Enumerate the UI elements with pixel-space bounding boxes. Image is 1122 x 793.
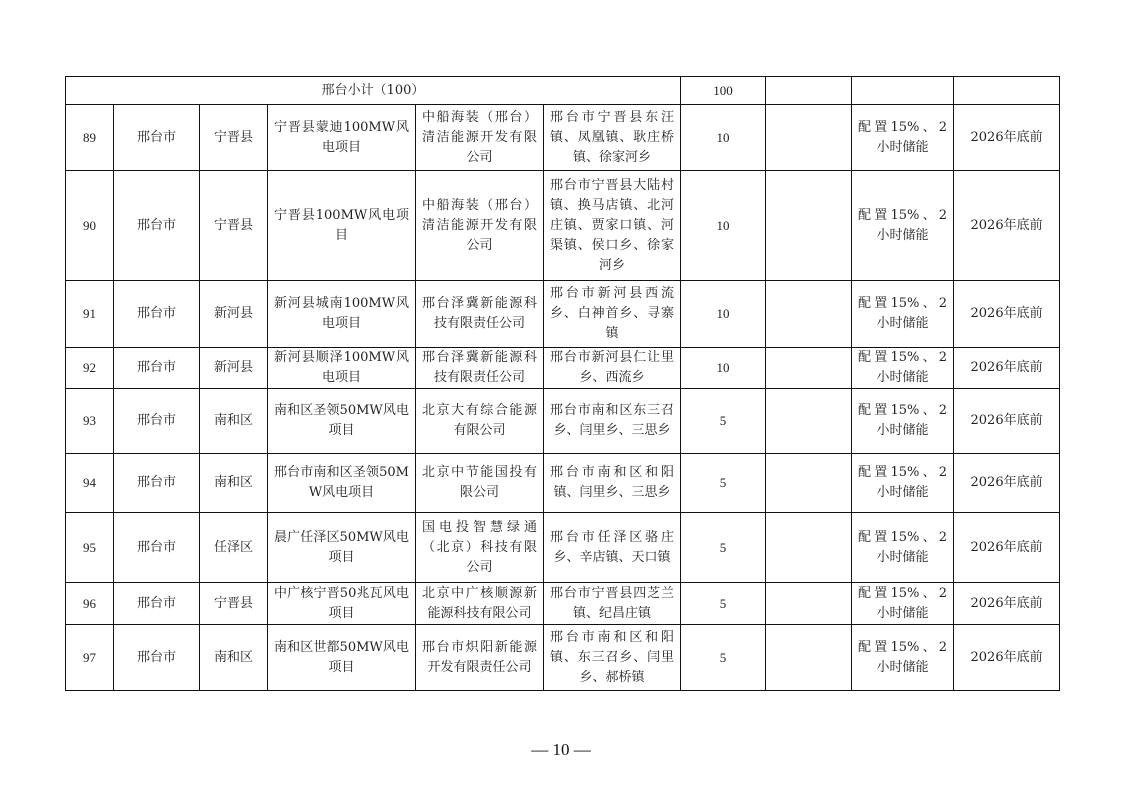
project-name-cell: 新河县顺泽100MW风电项目 bbox=[268, 348, 416, 389]
deadline-cell: 2026年底前 bbox=[954, 625, 1060, 691]
storage-config-cell: 配置15%、2小时储能 bbox=[852, 171, 954, 281]
location-cell: 邢台市南和区东三召乡、闫里乡、三思乡 bbox=[544, 389, 681, 454]
scale-cell: 5 bbox=[681, 389, 766, 454]
project-name-cell: 邢台市南和区圣领50MW风电项目 bbox=[268, 454, 416, 513]
project-name-cell: 宁晋县100MW风电项目 bbox=[268, 171, 416, 281]
city-cell: 邢台市 bbox=[114, 171, 200, 281]
empty-cell bbox=[766, 513, 852, 583]
scale-cell: 5 bbox=[681, 454, 766, 513]
location-cell: 邢台市新河县西流乡、白神首乡、寻寨镇 bbox=[544, 281, 681, 348]
deadline-cell: 2026年底前 bbox=[954, 105, 1060, 171]
county-cell: 宁晋县 bbox=[200, 583, 268, 625]
deadline-cell: 2026年底前 bbox=[954, 348, 1060, 389]
deadline-cell: 2026年底前 bbox=[954, 389, 1060, 454]
city-cell: 邢台市 bbox=[114, 281, 200, 348]
page-number: — 10 — bbox=[531, 740, 591, 759]
storage-config-cell: 配置15%、2小时储能 bbox=[852, 513, 954, 583]
project-table bbox=[65, 76, 1060, 691]
county-cell: 南和区 bbox=[200, 454, 268, 513]
storage-config-cell: 配置15%、2小时储能 bbox=[852, 625, 954, 691]
empty-cell bbox=[766, 389, 852, 454]
city-cell: 邢台市 bbox=[114, 348, 200, 389]
storage-config-cell: 配置15%、2小时储能 bbox=[852, 348, 954, 389]
storage-config-cell: 配置15%、2小时储能 bbox=[852, 454, 954, 513]
empty-cell bbox=[766, 583, 852, 625]
subtotal-empty-cell bbox=[852, 77, 954, 105]
project-name-cell: 晨广任泽区50MW风电项目 bbox=[268, 513, 416, 583]
empty-cell bbox=[766, 281, 852, 348]
row-number: 91 bbox=[66, 281, 114, 348]
empty-cell bbox=[766, 171, 852, 281]
scale-cell: 10 bbox=[681, 171, 766, 281]
scale-cell: 5 bbox=[681, 513, 766, 583]
deadline-cell: 2026年底前 bbox=[954, 513, 1060, 583]
deadline-cell: 2026年底前 bbox=[954, 583, 1060, 625]
company-cell: 邢台泽冀新能源科技有限责任公司 bbox=[416, 281, 544, 348]
city-cell: 邢台市 bbox=[114, 389, 200, 454]
company-cell: 中船海装（邢台）清洁能源开发有限公司 bbox=[416, 105, 544, 171]
deadline-cell: 2026年底前 bbox=[954, 454, 1060, 513]
city-cell: 邢台市 bbox=[114, 454, 200, 513]
location-cell: 邢台市任泽区骆庄乡、辛店镇、天口镇 bbox=[544, 513, 681, 583]
storage-config-cell: 配置15%、2小时储能 bbox=[852, 281, 954, 348]
row-number: 93 bbox=[66, 389, 114, 454]
table-row bbox=[66, 281, 1060, 348]
row-number: 96 bbox=[66, 583, 114, 625]
row-number: 95 bbox=[66, 513, 114, 583]
location-cell: 邢台市南和区和阳镇、闫里乡、三思乡 bbox=[544, 454, 681, 513]
table-row bbox=[66, 583, 1060, 625]
scale-cell: 5 bbox=[681, 625, 766, 691]
county-cell: 新河县 bbox=[200, 281, 268, 348]
empty-cell bbox=[766, 105, 852, 171]
location-cell: 邢台市新河县仁让里乡、西流乡 bbox=[544, 348, 681, 389]
scale-cell: 10 bbox=[681, 105, 766, 171]
location-cell: 邢台市宁晋县东汪镇、凤凰镇、耿庄桥镇、徐家河乡 bbox=[544, 105, 681, 171]
city-cell: 邢台市 bbox=[114, 583, 200, 625]
deadline-cell: 2026年底前 bbox=[954, 281, 1060, 348]
empty-cell bbox=[766, 625, 852, 691]
county-cell: 新河县 bbox=[200, 348, 268, 389]
county-cell: 南和区 bbox=[200, 389, 268, 454]
row-number: 97 bbox=[66, 625, 114, 691]
location-cell: 邢台市南和区和阳镇、东三召乡、闫里乡、郝桥镇 bbox=[544, 625, 681, 691]
project-name-cell: 新河县城南100MW风电项目 bbox=[268, 281, 416, 348]
company-cell: 北京中节能国投有限公司 bbox=[416, 454, 544, 513]
empty-cell bbox=[766, 454, 852, 513]
row-number: 90 bbox=[66, 171, 114, 281]
location-cell: 邢台市宁晋县四芝兰镇、纪昌庄镇 bbox=[544, 583, 681, 625]
county-cell: 宁晋县 bbox=[200, 171, 268, 281]
company-cell: 国电投智慧绿通（北京）科技有限公司 bbox=[416, 513, 544, 583]
subtotal-row bbox=[66, 77, 1060, 105]
company-cell: 北京中广核顺源新能源科技有限公司 bbox=[416, 583, 544, 625]
empty-cell bbox=[766, 348, 852, 389]
table-row bbox=[66, 105, 1060, 171]
row-number: 94 bbox=[66, 454, 114, 513]
company-cell: 中船海装（邢台）清洁能源开发有限公司 bbox=[416, 171, 544, 281]
table-row bbox=[66, 348, 1060, 389]
table-row bbox=[66, 513, 1060, 583]
storage-config-cell: 配置15%、2小时储能 bbox=[852, 105, 954, 171]
subtotal-value: 100 bbox=[681, 77, 766, 105]
city-cell: 邢台市 bbox=[114, 513, 200, 583]
subtotal-empty-cell bbox=[954, 77, 1060, 105]
scale-cell: 10 bbox=[681, 281, 766, 348]
county-cell: 任泽区 bbox=[200, 513, 268, 583]
table-row bbox=[66, 389, 1060, 454]
row-number: 89 bbox=[66, 105, 114, 171]
table-row bbox=[66, 625, 1060, 691]
subtotal-label: 邢台小计（100） bbox=[66, 77, 681, 105]
deadline-cell: 2026年底前 bbox=[954, 171, 1060, 281]
city-cell: 邢台市 bbox=[114, 105, 200, 171]
company-cell: 北京大有综合能源有限公司 bbox=[416, 389, 544, 454]
county-cell: 南和区 bbox=[200, 625, 268, 691]
storage-config-cell: 配置15%、2小时储能 bbox=[852, 583, 954, 625]
project-name-cell: 中广核宁晋50兆瓦风电项目 bbox=[268, 583, 416, 625]
project-name-cell: 南和区圣领50MW风电项目 bbox=[268, 389, 416, 454]
company-cell: 邢台市炽阳新能源开发有限责任公司 bbox=[416, 625, 544, 691]
storage-config-cell: 配置15%、2小时储能 bbox=[852, 389, 954, 454]
subtotal-empty-cell bbox=[766, 77, 852, 105]
scale-cell: 10 bbox=[681, 348, 766, 389]
table-row bbox=[66, 171, 1060, 281]
city-cell: 邢台市 bbox=[114, 625, 200, 691]
project-name-cell: 南和区世都50MW风电项目 bbox=[268, 625, 416, 691]
county-cell: 宁晋县 bbox=[200, 105, 268, 171]
row-number: 92 bbox=[66, 348, 114, 389]
scale-cell: 5 bbox=[681, 583, 766, 625]
project-name-cell: 宁晋县蒙迪100MW风电项目 bbox=[268, 105, 416, 171]
table-row bbox=[66, 454, 1060, 513]
company-cell: 邢台泽冀新能源科技有限责任公司 bbox=[416, 348, 544, 389]
location-cell: 邢台市宁晋县大陆村镇、换马店镇、北河庄镇、贾家口镇、河渠镇、侯口乡、徐家河乡 bbox=[544, 171, 681, 281]
